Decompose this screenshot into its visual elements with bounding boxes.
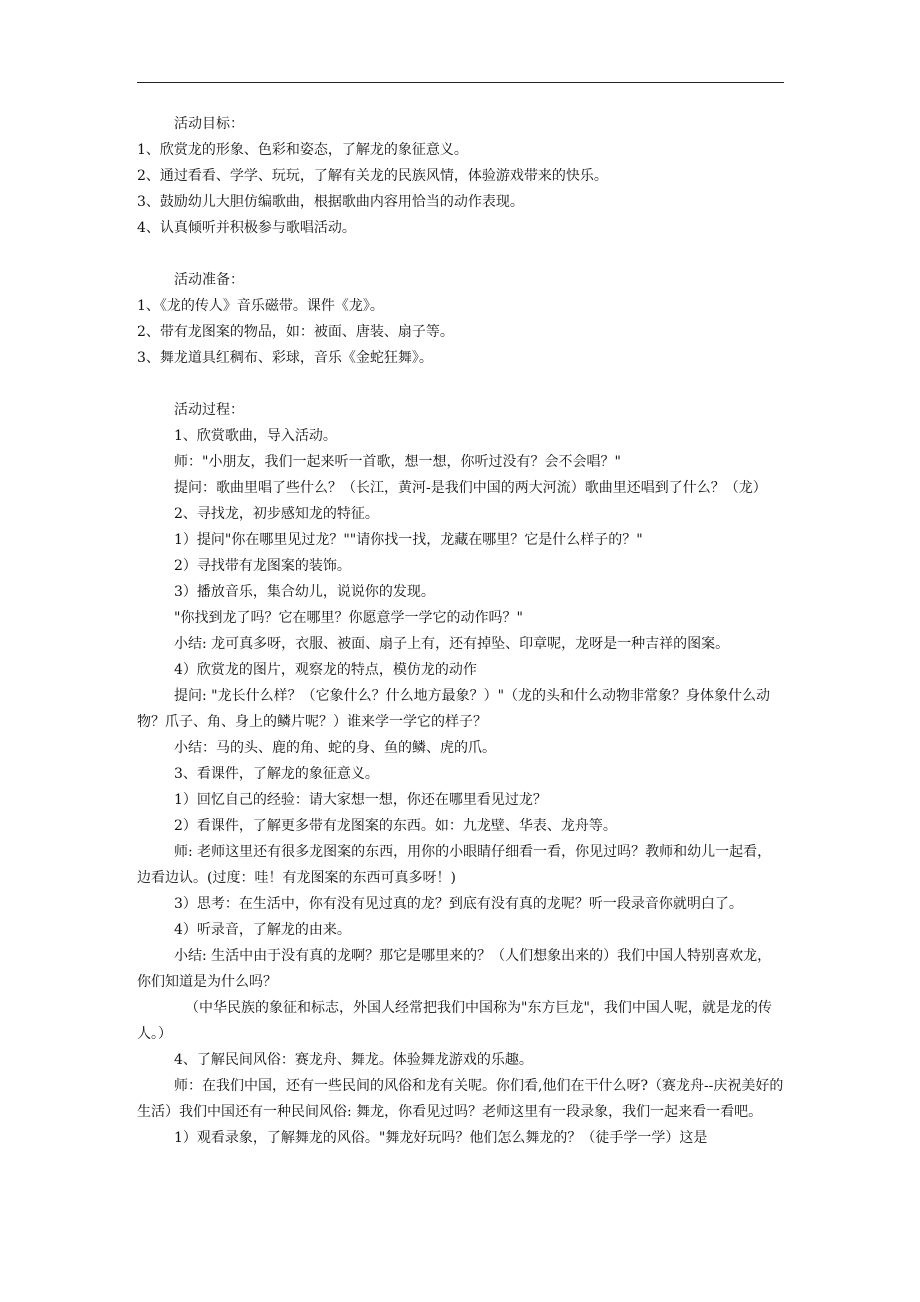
process-paragraph: 3、看课件，了解龙的象征意义。 <box>174 766 379 782</box>
process-paragraph: 小结: 龙可真多呀，衣服、被面、扇子上有，还有掉坠、印章呢，龙呀是一种吉祥的图案。 <box>174 636 730 652</box>
section-gap <box>137 241 785 267</box>
process-paragraph: 小结: 生活中由于没有真的龙啊？那它是哪里来的？（人们想象出来的）我们中国人特别喜欢龙，你们知道是为什么吗？ <box>137 948 772 990</box>
header-rule <box>137 82 784 83</box>
process-paragraph: 4）欣赏龙的图片，观察龙的特点，模仿龙的动作 <box>174 662 477 678</box>
process-paragraph: 2）看课件，了解更多带有龙图案的东西。如：九龙壁、华表、龙舟等。 <box>174 818 617 834</box>
process-paragraph: 4）听录音，了解龙的由来。 <box>174 922 351 938</box>
goals-item: 1、欣赏龙的形象、色彩和姿态，了解龙的象征意义。 <box>137 142 468 158</box>
process-paragraph: 1）回忆自己的经验：请大家想一想，你还在哪里看见过龙？ <box>174 792 547 808</box>
process-paragraph: 1）观看录象，了解舞龙的风俗。"舞龙好玩吗？他们怎么舞龙的？（徒手学一学）这是 <box>174 1130 708 1146</box>
process-paragraph: 小结：马的头、鹿的角、蛇的身、鱼的鳞、虎的爪。 <box>174 740 496 756</box>
goals-item: 4、认真倾听并积极参与歌唱活动。 <box>137 220 356 236</box>
document-body <box>137 111 785 1151</box>
goals-heading: 活动目标： <box>174 116 244 132</box>
process-paragraph: （中华民族的象征和标志，外国人经常把我们中国称为"东方巨龙"，我们中国人呢，就是龙的传人。） <box>137 1000 772 1042</box>
process-paragraph: 4、了解民间风俗：赛龙舟、舞龙。体验舞龙游戏的乐趣。 <box>174 1052 533 1068</box>
goals-item: 3、鼓励幼儿大胆仿编歌曲，根据歌曲内容用恰当的动作表现。 <box>137 194 524 210</box>
process-paragraph: 2）寻找带有龙图案的装饰。 <box>174 558 351 574</box>
process-heading: 活动过程： <box>174 402 244 418</box>
process-paragraph: 3）思考：在生活中，你有没有见过真的龙？到底有没有真的龙呢？听一段录音你就明白了。 <box>174 896 743 912</box>
prep-item: 1、《龙的传人》音乐磁带。课件《龙》。 <box>137 298 384 314</box>
goals-item: 2、通过看看、学学、玩玩，了解有关龙的民族风情，体验游戏带来的快乐。 <box>137 168 608 184</box>
prep-item: 2、带有龙图案的物品，如：被面、唐装、扇子等。 <box>137 324 454 340</box>
process-paragraph: 师："小朋友，我们一起来听一首歌，想一想，你听过没有？会不会唱？" <box>174 454 621 470</box>
process-paragraph: 师：在我们中国，还有一些民间的风俗和龙有关呢。你们看,他们在干什么呀?（赛龙舟--庆祝美好的生活）我们中国还有一种民间风俗: 舞龙，你看见过吗？老师这里有一段录象，我们一起来看一看吧。 <box>137 1078 784 1120</box>
prep-item: 3、舞龙道具红稠布、彩球，音乐《金蛇狂舞》。 <box>137 350 433 366</box>
section-gap <box>137 371 785 397</box>
process-paragraph: 2、寻找龙，初步感知龙的特征。 <box>174 506 379 522</box>
process-paragraph: 1）提问"你在哪里见过龙？""请你找一找，龙藏在哪里？它是什么样子的？" <box>174 532 643 548</box>
process-paragraph: 师: 老师这里还有很多龙图案的东西，用你的小眼睛仔细看一看，你见过吗？教师和幼儿一起看，边看边认。(过度：哇！有龙图案的东西可真多呀！) <box>137 844 772 886</box>
process-paragraph: 3）播放音乐，集合幼儿，说说你的发现。 <box>174 584 435 600</box>
process-paragraph: 提问: "龙长什么样？（它象什么？什么地方最象？）"（龙的头和什么动物非常象？身体象什么动物？爪子、角、身上的鳞片呢？）谁来学一学它的样子？ <box>137 688 771 730</box>
process-paragraph: 提问：歌曲里唱了些什么？（长江，黄河-是我们中国的两大河流）歌曲里还唱到了什么？（龙） <box>174 480 767 496</box>
process-paragraph: "你找到龙了吗？它在哪里？你愿意学一学它的动作吗？" <box>174 610 523 626</box>
prep-heading: 活动准备： <box>174 272 244 288</box>
process-paragraph: 1、欣赏歌曲，导入活动。 <box>174 428 337 444</box>
